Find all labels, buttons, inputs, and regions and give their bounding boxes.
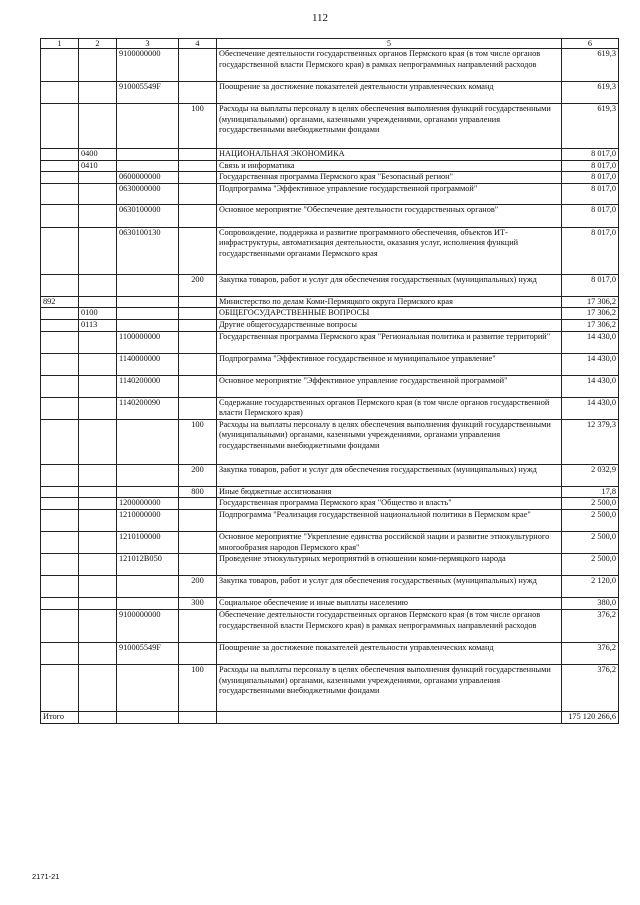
description-cell — [217, 711, 562, 723]
ministry-code-cell — [41, 664, 79, 711]
table-row — [41, 498, 619, 510]
section-code-cell — [79, 609, 117, 642]
expense-type-cell: 100 — [179, 419, 217, 464]
description-cell: Поощрение за достижение показателей деятельности управленческих команд — [217, 82, 562, 104]
ministry-code-cell — [41, 204, 79, 227]
amount-cell: 8 017,0 — [562, 172, 619, 184]
amount-cell: 2 500,0 — [562, 498, 619, 510]
ministry-code-cell — [41, 82, 79, 104]
expense-type-cell — [179, 642, 217, 664]
table-row — [41, 160, 619, 172]
target-article-cell — [117, 598, 179, 610]
ministry-code-cell — [41, 172, 79, 184]
ministry-code-cell — [41, 576, 79, 598]
target-article-cell: 910005549F — [117, 82, 179, 104]
amount-cell: 380,0 — [562, 598, 619, 610]
expense-type-cell — [179, 183, 217, 204]
description-cell: Проведение этнокультурных мероприятий в отношении коми-пермяцкого народа — [217, 554, 562, 576]
amount-cell: 8 017,0 — [562, 204, 619, 227]
description-cell: Поощрение за достижение показателей деятельности управленческих команд — [217, 642, 562, 664]
amount-cell: 8 017,0 — [562, 274, 619, 296]
expense-type-cell — [179, 397, 217, 419]
expense-type-cell: 100 — [179, 104, 217, 149]
target-article-cell — [117, 576, 179, 598]
table-row — [41, 532, 619, 554]
description-cell: Обеспечение деятельности государственных органов Пермского края (в том числе органов государственной власти Пермского края) в рамках непрограммных направлений расходов — [217, 609, 562, 642]
expense-type-cell — [179, 308, 217, 320]
amount-cell: 8 017,0 — [562, 227, 619, 274]
target-article-cell — [117, 149, 179, 161]
table-row — [41, 510, 619, 532]
expense-type-cell: 200 — [179, 576, 217, 598]
table-row — [41, 464, 619, 486]
amount-cell: 619,3 — [562, 104, 619, 149]
amount-cell: 2 500,0 — [562, 532, 619, 554]
description-cell: Подпрограмма "Эффективное государственное и муниципальное управление" — [217, 353, 562, 375]
ministry-code-cell — [41, 331, 79, 353]
target-article-cell — [117, 104, 179, 149]
amount-cell: 2 032,9 — [562, 464, 619, 486]
section-code-cell — [79, 576, 117, 598]
expense-type-cell — [179, 532, 217, 554]
ministry-code-cell — [41, 532, 79, 554]
expense-type-cell — [179, 149, 217, 161]
amount-cell: 376,2 — [562, 609, 619, 642]
description-cell: Расходы на выплаты персоналу в целях обеспечения выполнения функций государственными (муниципальными) органами, казенными учреждениями, органами управления государственными внебюджетными фондами — [217, 664, 562, 711]
table-row — [41, 486, 619, 498]
section-code-cell — [79, 353, 117, 375]
section-code-cell — [79, 711, 117, 723]
amount-cell: 2 500,0 — [562, 510, 619, 532]
expense-type-cell — [179, 227, 217, 274]
table-row — [41, 172, 619, 184]
expense-type-cell — [179, 711, 217, 723]
column-header: 6 — [562, 39, 619, 49]
page-number: 112 — [311, 12, 329, 24]
section-code-cell — [79, 274, 117, 296]
ministry-code-cell — [41, 397, 79, 419]
section-code-cell — [79, 397, 117, 419]
expense-type-cell — [179, 510, 217, 532]
amount-cell: 2 500,0 — [562, 554, 619, 576]
expense-type-cell: 200 — [179, 464, 217, 486]
amount-cell: 14 430,0 — [562, 353, 619, 375]
target-article-cell: 1200000000 — [117, 498, 179, 510]
table-row — [41, 711, 619, 723]
column-header-row — [41, 39, 619, 49]
target-article-cell — [117, 320, 179, 332]
expense-type-cell — [179, 82, 217, 104]
amount-cell: 8 017,0 — [562, 160, 619, 172]
target-article-cell: 9100000000 — [117, 609, 179, 642]
section-code-cell — [79, 49, 117, 82]
ministry-code-cell — [41, 419, 79, 464]
ministry-code-cell — [41, 609, 79, 642]
target-article-cell — [117, 664, 179, 711]
amount-cell: 376,2 — [562, 664, 619, 711]
target-article-cell — [117, 486, 179, 498]
description-cell: Государственная программа Пермского края "Общество и власть" — [217, 498, 562, 510]
expense-type-cell — [179, 375, 217, 397]
expense-type-cell — [179, 353, 217, 375]
ministry-code-cell — [41, 464, 79, 486]
description-cell: Расходы на выплаты персоналу в целях обеспечения выполнения функций государственными (муниципальными) органами, казенными учреждениями, органами управления государственными внебюджетными фондами — [217, 419, 562, 464]
ministry-code-cell — [41, 642, 79, 664]
table-row — [41, 609, 619, 642]
amount-cell: 8 017,0 — [562, 183, 619, 204]
section-code-cell — [79, 296, 117, 308]
amount-cell: 14 430,0 — [562, 397, 619, 419]
description-cell: Подпрограмма "Эффективное управление государственной программой" — [217, 183, 562, 204]
section-code-cell — [79, 532, 117, 554]
table-row — [41, 375, 619, 397]
expense-type-cell: 300 — [179, 598, 217, 610]
expense-type-cell — [179, 554, 217, 576]
table-row — [41, 308, 619, 320]
section-code-cell — [79, 419, 117, 464]
ministry-code-cell: 892 — [41, 296, 79, 308]
target-article-cell — [117, 296, 179, 308]
target-article-cell: 1140000000 — [117, 353, 179, 375]
table-row — [41, 320, 619, 332]
target-article-cell: 1100000000 — [117, 331, 179, 353]
table-row — [41, 576, 619, 598]
table-body — [41, 49, 619, 724]
ministry-code-cell — [41, 486, 79, 498]
target-article-cell: 0630000000 — [117, 183, 179, 204]
section-code-cell — [79, 486, 117, 498]
ministry-code-cell — [41, 49, 79, 82]
column-header: 3 — [117, 39, 179, 49]
description-cell: Закупка товаров, работ и услуг для обеспечения государственных (муниципальных) нужд — [217, 464, 562, 486]
column-header: 2 — [79, 39, 117, 49]
section-code-cell — [79, 598, 117, 610]
ministry-code-cell — [41, 149, 79, 161]
table-row — [41, 331, 619, 353]
ministry-code-cell — [41, 320, 79, 332]
ministry-code-cell — [41, 104, 79, 149]
amount-cell: 17 306,2 — [562, 320, 619, 332]
section-code-cell: 0113 — [79, 320, 117, 332]
ministry-code-cell — [41, 554, 79, 576]
amount-cell: 619,3 — [562, 49, 619, 82]
description-cell: Расходы на выплаты персоналу в целях обеспечения выполнения функций государственными (муниципальными) органами, казенными учреждениями, органами управления государственными внебюджетными фондами — [217, 104, 562, 149]
description-cell: Подпрограмма "Реализация государственной национальной политики в Пермском крае" — [217, 510, 562, 532]
section-code-cell — [79, 375, 117, 397]
table-row — [41, 419, 619, 464]
amount-cell: 619,3 — [562, 82, 619, 104]
table-row — [41, 104, 619, 149]
target-article-cell — [117, 308, 179, 320]
section-code-cell — [79, 104, 117, 149]
target-article-cell — [117, 711, 179, 723]
target-article-cell: 9100000000 — [117, 49, 179, 82]
target-article-cell — [117, 419, 179, 464]
ministry-code-cell — [41, 353, 79, 375]
target-article-cell: 121012В050 — [117, 554, 179, 576]
ministry-code-cell: Итого — [41, 711, 79, 723]
description-cell: Государственная программа Пермского края "Безопасный регион" — [217, 172, 562, 184]
table-row — [41, 397, 619, 419]
description-cell: Государственная программа Пермского края "Региональная политика и развитие территорий" — [217, 331, 562, 353]
section-code-cell — [79, 172, 117, 184]
expense-type-cell: 200 — [179, 274, 217, 296]
description-cell: Другие общегосударственные вопросы — [217, 320, 562, 332]
section-code-cell: 0100 — [79, 308, 117, 320]
section-code-cell: 0410 — [79, 160, 117, 172]
ministry-code-cell — [41, 510, 79, 532]
section-code-cell: 0400 — [79, 149, 117, 161]
target-article-cell: 1140200000 — [117, 375, 179, 397]
table-row — [41, 664, 619, 711]
expense-type-cell — [179, 172, 217, 184]
expense-type-cell — [179, 498, 217, 510]
ministry-code-cell — [41, 498, 79, 510]
amount-cell: 8 017,0 — [562, 149, 619, 161]
table-row — [41, 149, 619, 161]
amount-cell: 14 430,0 — [562, 331, 619, 353]
section-code-cell — [79, 464, 117, 486]
section-code-cell — [79, 204, 117, 227]
expense-type-cell — [179, 204, 217, 227]
target-article-cell: 910005549F — [117, 642, 179, 664]
ministry-code-cell — [41, 227, 79, 274]
description-cell: Министерство по делам Коми-Пермяцкого округа Пермского края — [217, 296, 562, 308]
target-article-cell: 1210100000 — [117, 532, 179, 554]
table-row — [41, 204, 619, 227]
expense-type-cell — [179, 331, 217, 353]
target-article-cell — [117, 160, 179, 172]
table-row — [41, 274, 619, 296]
table-row — [41, 183, 619, 204]
section-code-cell — [79, 183, 117, 204]
table-row — [41, 353, 619, 375]
description-cell: Закупка товаров, работ и услуг для обеспечения государственных (муниципальных) нужд — [217, 576, 562, 598]
table-row — [41, 296, 619, 308]
table-row — [41, 554, 619, 576]
amount-cell: 17 306,2 — [562, 296, 619, 308]
target-article-cell — [117, 274, 179, 296]
expense-type-cell — [179, 160, 217, 172]
ministry-code-cell — [41, 274, 79, 296]
description-cell: Сопровождение, поддержка и развитие программного обеспечения, объектов ИТ-инфраструктуры, автоматизация деятельности, оказания услуг, исполнения функций государственными органами Пермского края — [217, 227, 562, 274]
amount-cell: 17,8 — [562, 486, 619, 498]
amount-cell: 14 430,0 — [562, 375, 619, 397]
ministry-code-cell — [41, 598, 79, 610]
description-cell: Связь и информатика — [217, 160, 562, 172]
description-cell: Содержание государственных органов Пермского края (в том числе органов государственной власти Пермского края) — [217, 397, 562, 419]
section-code-cell — [79, 642, 117, 664]
section-code-cell — [79, 498, 117, 510]
target-article-cell: 0630100000 — [117, 204, 179, 227]
table-row — [41, 642, 619, 664]
table-row — [41, 82, 619, 104]
column-header: 4 — [179, 39, 217, 49]
description-cell: Социальное обеспечение и иные выплаты населению — [217, 598, 562, 610]
table-row — [41, 49, 619, 82]
ministry-code-cell — [41, 183, 79, 204]
section-code-cell — [79, 664, 117, 711]
expense-type-cell: 800 — [179, 486, 217, 498]
target-article-cell: 1210000000 — [117, 510, 179, 532]
ministry-code-cell — [41, 375, 79, 397]
amount-cell: 12 379,3 — [562, 419, 619, 464]
expense-type-cell — [179, 320, 217, 332]
amount-cell: 17 306,2 — [562, 308, 619, 320]
target-article-cell: 0630100130 — [117, 227, 179, 274]
expense-type-cell — [179, 49, 217, 82]
description-cell: Основное мероприятие "Укрепление единства российской нации и развитие этнокультурного многообразия народов Пермского края" — [217, 532, 562, 554]
column-header: 1 — [41, 39, 79, 49]
description-cell: Основное мероприятие "Обеспечение деятельности государственных органов" — [217, 204, 562, 227]
amount-cell: 175 120 266,6 — [562, 711, 619, 723]
description-cell: ОБЩЕГОСУДАРСТВЕННЫЕ ВОПРОСЫ — [217, 308, 562, 320]
expense-type-cell — [179, 609, 217, 642]
target-article-cell — [117, 464, 179, 486]
section-code-cell — [79, 227, 117, 274]
description-cell: Основное мероприятие "Эффективное управление государственной программой" — [217, 375, 562, 397]
section-code-cell — [79, 82, 117, 104]
description-cell: Иные бюджетные ассигнования — [217, 486, 562, 498]
ministry-code-cell — [41, 308, 79, 320]
footer-code: 2171-21 — [32, 872, 60, 881]
description-cell: Закупка товаров, работ и услуг для обеспечения государственных (муниципальных) нужд — [217, 274, 562, 296]
budget-table — [40, 38, 619, 724]
section-code-cell — [79, 554, 117, 576]
table-row — [41, 598, 619, 610]
table-row — [41, 227, 619, 274]
column-header: 5 — [217, 39, 562, 49]
description-cell: НАЦИОНАЛЬНАЯ ЭКОНОМИКА — [217, 149, 562, 161]
section-code-cell — [79, 510, 117, 532]
target-article-cell: 1140200090 — [117, 397, 179, 419]
expense-type-cell — [179, 296, 217, 308]
amount-cell: 376,2 — [562, 642, 619, 664]
description-cell: Обеспечение деятельности государственных органов Пермского края (в том числе органов государственной власти Пермского края) в рамках непрограммных направлений расходов — [217, 49, 562, 82]
section-code-cell — [79, 331, 117, 353]
expense-type-cell: 100 — [179, 664, 217, 711]
ministry-code-cell — [41, 160, 79, 172]
target-article-cell: 0600000000 — [117, 172, 179, 184]
amount-cell: 2 120,0 — [562, 576, 619, 598]
